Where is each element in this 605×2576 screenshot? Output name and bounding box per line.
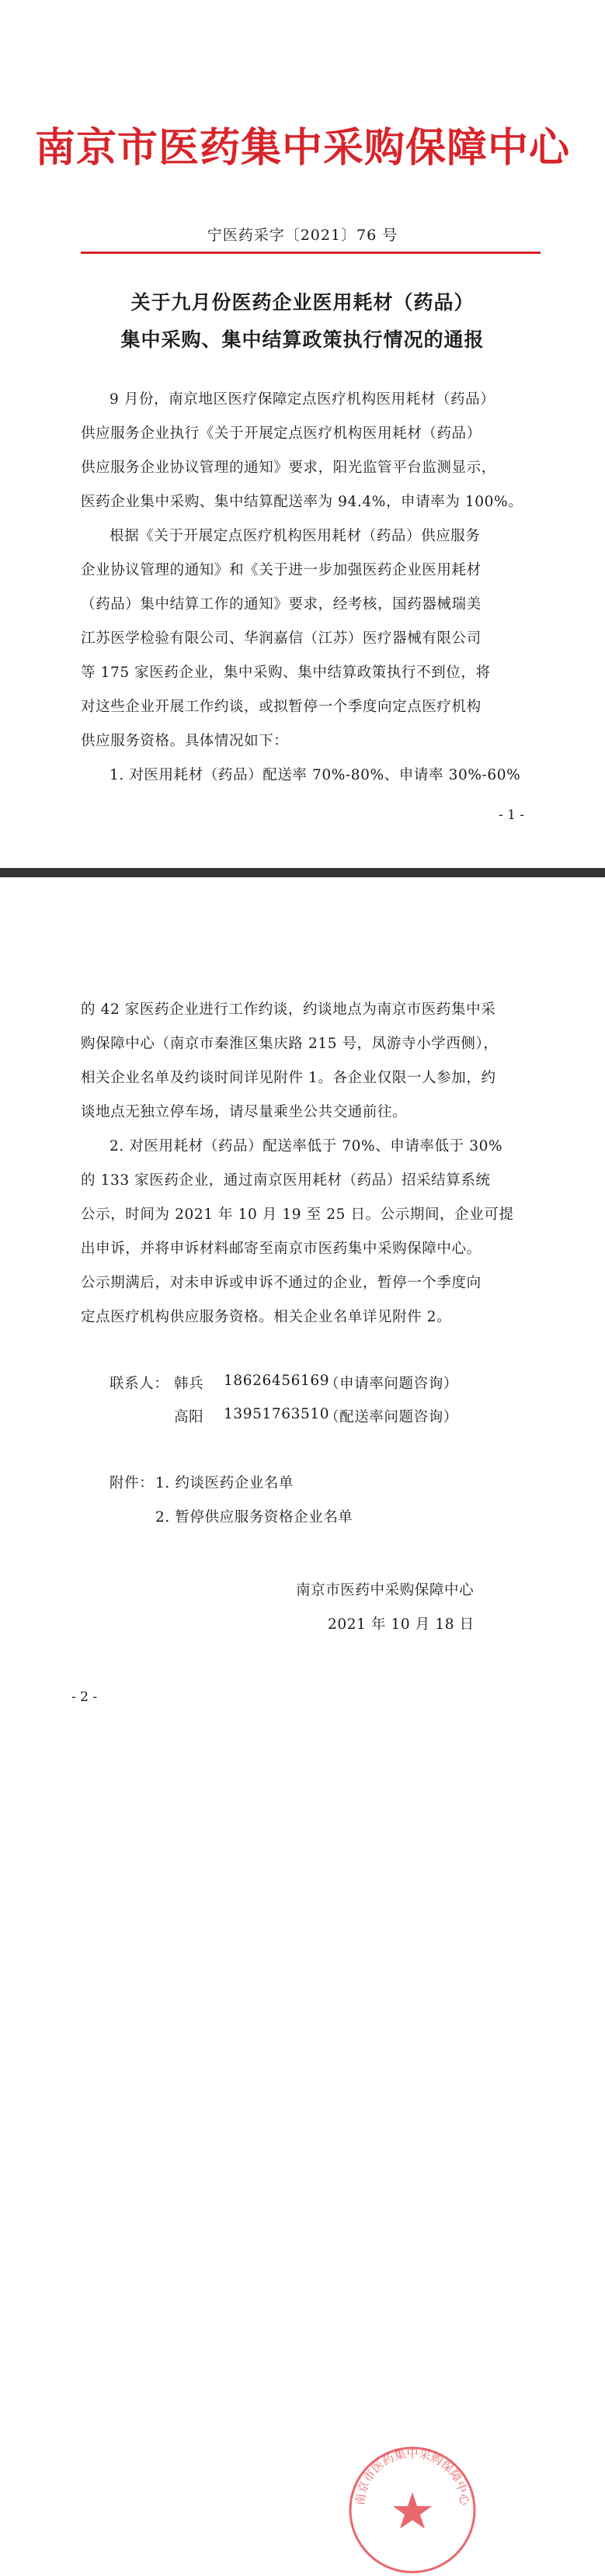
body-line: 的 133 家医药企业，通过南京医用耗材（药品）招采结算系统: [81, 1172, 491, 1189]
body-line: 供应服务企业协议管理的通知》要求，阳光监管平台监测显示，: [81, 460, 496, 476]
body-line: 1. 对医用耗材（药品）配送率 70%-80%、申请率 30%-60%: [110, 767, 521, 783]
body-line: 定点医疗机构供应服务资格。相关企业名单详见附件 2。: [81, 1309, 452, 1325]
body-line: 谈地点无独立停车场，请尽量乘坐公共交通前往。: [81, 1104, 408, 1120]
letterhead-org-name: 南京市医药集中采购保障中心: [34, 125, 570, 172]
body-line: 9 月份，南京地区医疗保障定点医疗机构医用耗材（药品）: [110, 391, 495, 408]
attachments-label: 附件：: [110, 1475, 155, 1491]
body-line: 2. 对医用耗材（药品）配送率低于 70%、申请率低于 30%: [110, 1138, 503, 1154]
body-line: 企业协议管理的通知》和《关于进一步加强医药企业医用耗材: [81, 562, 482, 578]
letterhead-red-rule: [81, 252, 541, 254]
body-line: 相关企业名单及约谈时间详见附件 1。各企业仅限一人参加，约: [81, 1070, 496, 1086]
body-line: 供应服务资格。具体情况如下：: [81, 733, 289, 749]
document-number: 宁医药采字〔2021〕76 号: [207, 227, 398, 244]
seal-text: 南京市医药集中采购保障中心: [353, 2446, 472, 2506]
body-line: 购保障中心（南京市秦淮区集庆路 215 号，凤游寺小学西侧），: [81, 1036, 499, 1052]
page-number: - 1 -: [499, 807, 525, 823]
contact-note: （申请率问题咨询）: [325, 1376, 458, 1392]
body-line: 医药企业集中采购、集中结算配送率为 94.4%，申请率为 100%。: [81, 494, 523, 510]
contact-phone[interactable]: 18626456169: [224, 1373, 330, 1389]
document-title-line-1: 关于九月份医药企业医用耗材（药品）: [130, 291, 475, 314]
body-line: 根据《关于开展定点医疗机构医用耗材（药品）供应服务: [110, 528, 481, 544]
body-line: 对这些企业开展工作约谈，或拟暂停一个季度向定点医疗机构: [81, 699, 482, 715]
attachment-item: 2. 暂停供应服务资格企业名单: [155, 1509, 353, 1526]
seal-star-icon: [393, 2492, 432, 2529]
official-seal: [346, 2444, 478, 2576]
signature-org: 南京市医药中采购保障中心: [296, 1582, 475, 1599]
body-line: 等 175 家医药企业，集中采购、集中结算政策执行不到位，将: [81, 665, 491, 681]
body-line: 出申诉，并将申诉材料邮寄至南京市医药集中采购保障中心。: [81, 1241, 482, 1257]
contacts-label: 联系人：: [110, 1376, 169, 1392]
body-line: 供应服务企业执行《关于开展定点医疗机构医用耗材（药品）: [81, 425, 482, 442]
body-line: 公示，时间为 2021 年 10 月 19 至 25 日。公示期间，企业可提: [81, 1206, 514, 1223]
document-page-2: [0, 877, 605, 2506]
document-title-line-2: 集中采购、集中结算政策执行情况的通报: [120, 328, 485, 351]
contact-phone[interactable]: 13951763510: [224, 1406, 330, 1422]
body-line: 的 42 家医药企业进行工作约谈，约谈地点为南京市医药集中采: [81, 1002, 496, 1018]
contact-name: 高阳: [174, 1409, 204, 1425]
document-page-1: [0, 0, 605, 868]
attachment-item: 1. 约谈医药企业名单: [155, 1475, 294, 1491]
signature-date: 2021 年 10 月 18 日: [328, 1616, 475, 1633]
body-line: 江苏医学检验有限公司、华润嘉信（江苏）医疗器械有限公司: [81, 630, 482, 647]
contact-note: （配送率问题咨询）: [325, 1409, 458, 1425]
page-number: - 2 -: [71, 1689, 98, 1705]
body-line: 公示期满后，对未申诉或申诉不通过的企业，暂停一个季度向: [81, 1275, 482, 1291]
contact-name: 韩兵: [174, 1376, 204, 1392]
body-line: （药品）集中结算工作的通知》要求，经考核，国药器械瑞美: [81, 596, 482, 613]
